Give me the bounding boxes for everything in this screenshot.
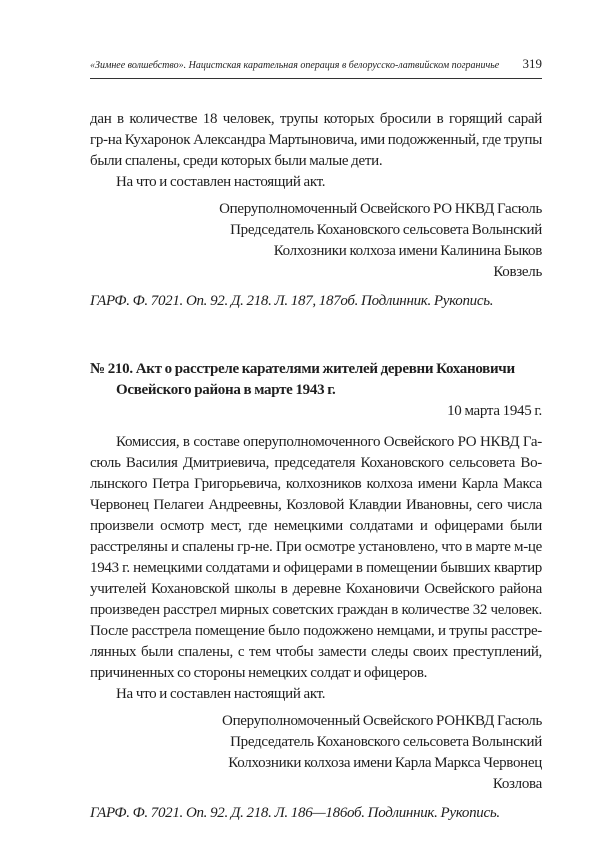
signature: Оперуполномоченный Освейского РОНКВД Гасюль bbox=[222, 713, 542, 729]
closing-line: На что и составлен настоящий акт. bbox=[116, 174, 326, 190]
body-line: учителей Кохановской школы в деревне Кохановичи Освейского района bbox=[90, 581, 542, 597]
document-title: № 210. Акт о расстреле карателями жителей деревни Кохановичи bbox=[90, 361, 515, 377]
body-line: После расстрела помещение было подожжено немцами, и трупы расстре- bbox=[90, 623, 542, 639]
document-page bbox=[90, 0, 542, 844]
archival-source: ГАРФ. Ф. 7021. Оп. 92. Д. 218. Л. 187, 187об. Подлинник. Рукопись. bbox=[90, 293, 494, 309]
body-line: дан в количестве 18 человек, трупы которых бросили в горящий сарай bbox=[90, 111, 542, 127]
body-line: Комиссия, в составе оперуполномоченного Освейского РО НКВД Га- bbox=[116, 434, 542, 450]
signature: Колхозники колхоза имени Калинина Быков bbox=[273, 243, 542, 259]
signature: Козлова bbox=[492, 776, 542, 792]
signature: Колхозники колхоза имени Карла Маркса Червонец bbox=[228, 755, 542, 771]
body-line: сюль Василия Дмитриевича, председателя Кохановского сельсовета Во- bbox=[90, 455, 542, 471]
document-title: Освейского района в марте 1943 г. bbox=[116, 382, 336, 398]
running-title: «Зимнее волшебство». Нацистская карательная операция в белорусско-латвийском пограничье bbox=[90, 60, 500, 71]
closing-line: На что и составлен настоящий акт. bbox=[116, 686, 326, 702]
signature: Оперуполномоченный Освейского РО НКВД Гасюль bbox=[219, 201, 542, 217]
body-line: произведен расстрел мирных советских граждан в количестве 32 человек. bbox=[90, 602, 542, 618]
body-line: были спалены, среди которых были малые дети. bbox=[90, 153, 383, 169]
body-line: Червонец Пелагеи Андреевны, Козловой Клавдии Ивановны, сего числа bbox=[90, 497, 542, 513]
document-date: 10 марта 1945 г. bbox=[447, 403, 542, 419]
body-line: причиненных со стороны немецких солдат и офицеров. bbox=[90, 665, 428, 681]
archival-source: ГАРФ. Ф. 7021. Оп. 92. Д. 218. Л. 186—186об. Подлинник. Рукопись. bbox=[90, 805, 500, 821]
body-line: 1943 г. немецкими солдатами и офицерами в помещении бывших квартир bbox=[90, 560, 542, 576]
body-line: расстреляны и спалены гр-не. При осмотре установлено, что в марте м-це bbox=[90, 539, 542, 555]
body-line: гр-на Кухаронок Александра Мартыновича, ими подожженный, где трупы bbox=[90, 132, 542, 148]
page-number: 319 bbox=[522, 56, 542, 71]
signature: Ковзель bbox=[493, 264, 542, 280]
body-line: произвели осмотр мест, где немецкими солдатами и офицерами были bbox=[90, 518, 542, 534]
signature: Председатель Кохановского сельсовета Волынский bbox=[230, 734, 542, 750]
body-line: лынского Петра Григорьевича, колхозников колхоза имени Карла Макса bbox=[90, 476, 542, 492]
running-header bbox=[90, 56, 542, 79]
signature: Председатель Кохановского сельсовета Волынский bbox=[230, 222, 542, 238]
body-line: лянных были спалены, с тем чтобы замести следы своих преступлений, bbox=[90, 644, 542, 660]
